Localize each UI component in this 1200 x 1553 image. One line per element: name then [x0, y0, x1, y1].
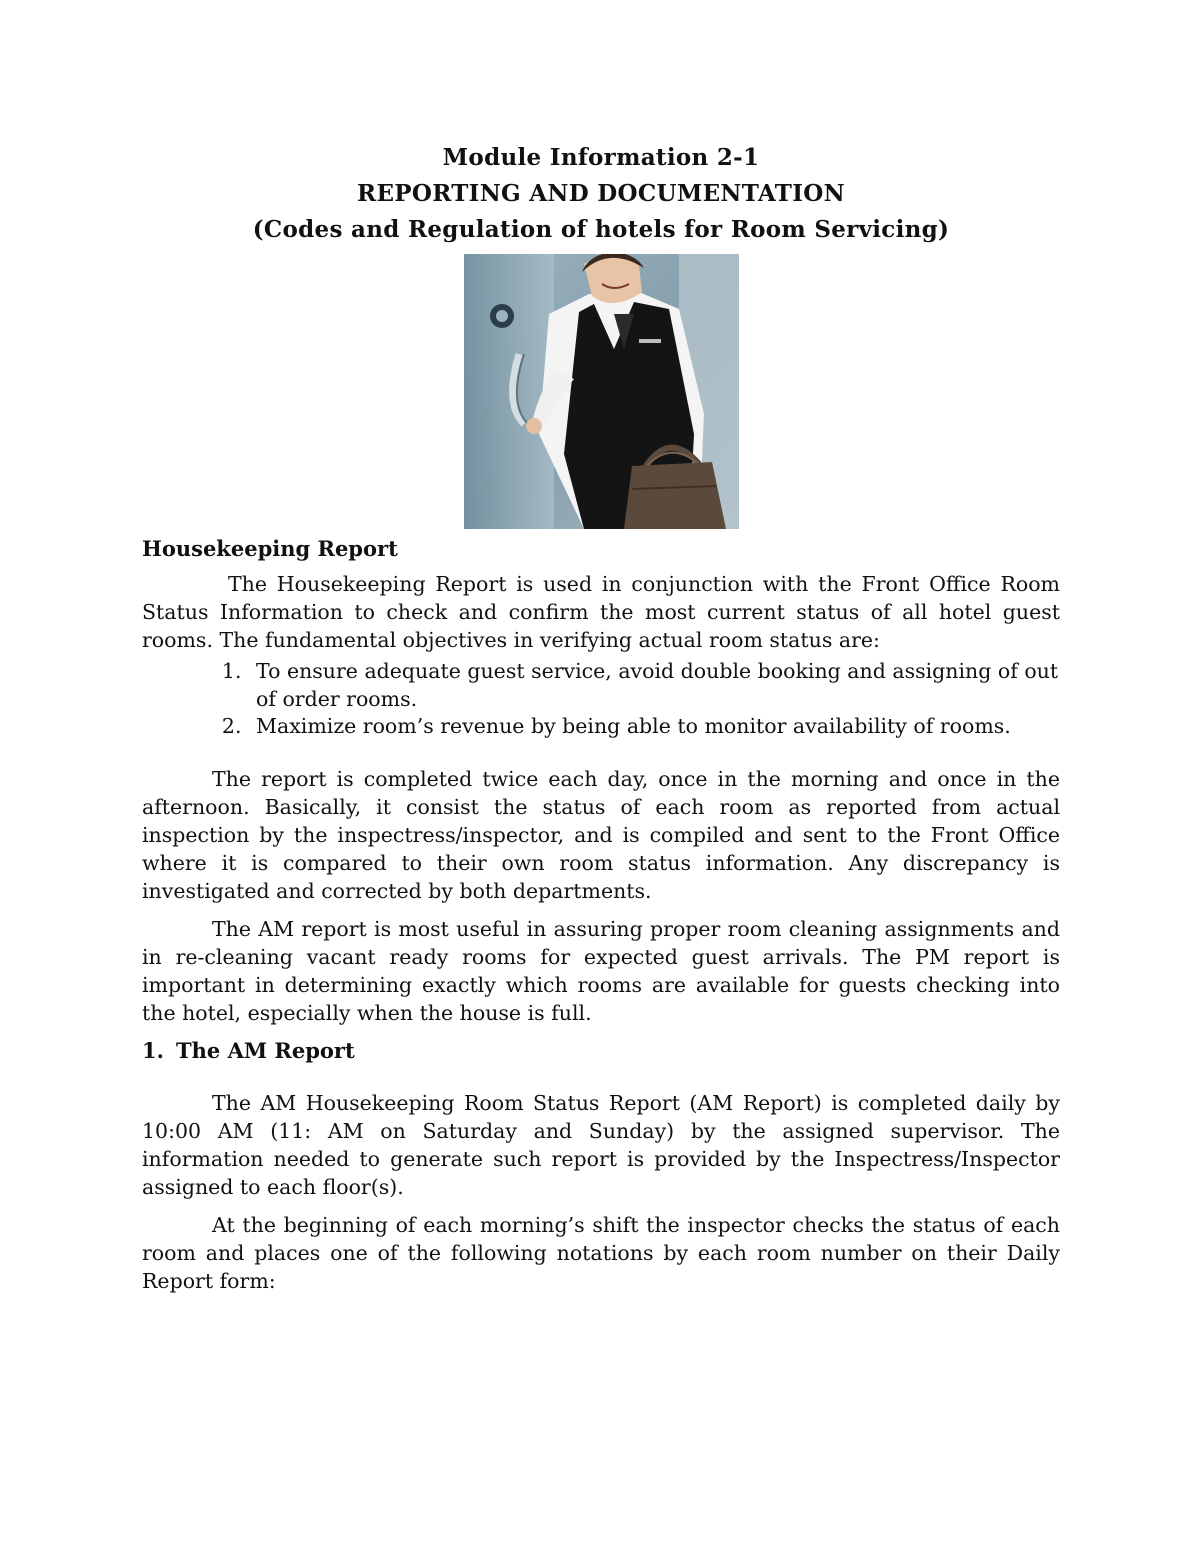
bellman-photo — [464, 254, 739, 529]
housekeeping-intro: The Housekeeping Report is used in conjunction with the Front Office Room Status Information to check and confirm the most current status of all hotel guest rooms. The fundamental objectives in verifying actual room status are: — [142, 572, 1060, 652]
am-report-heading — [142, 1037, 1060, 1065]
am-report-title: The AM Report — [176, 1037, 355, 1063]
paragraph-inspector-checks: At the beginning of each morning’s shift the inspector checks the status of each room and places one of the following notations by each room number on their Daily Report form: — [142, 1212, 1060, 1293]
document-page — [142, 140, 1060, 1295]
subtitle: (Codes and Regulation of hotels for Room Servicing) — [252, 216, 950, 243]
paragraph-report-schedule: The report is completed twice each day, once in the morning and once in the afternoon. Basically, it consist the status of each room as reported from actual inspection by the inspectress/inspector, and is compiled and sent to the Front Office where it is compared to their own room status information. Any discrepancy is investigated and corrected by both departments. — [142, 766, 1060, 903]
title-block — [142, 140, 1060, 248]
housekeeping-heading: Housekeeping Report — [142, 536, 398, 561]
list-item: 2. Maximize room’s revenue by being able to monitor availability of rooms. — [248, 713, 1060, 741]
module-title: Module Information 2-1 — [442, 144, 760, 171]
list-item: 1. To ensure adequate guest service, avoid double booking and assigning of out of order rooms. — [248, 658, 1060, 713]
objectives-list — [142, 658, 1060, 741]
section-title: REPORTING AND DOCUMENTATION — [357, 180, 845, 207]
am-report-number: 1. — [142, 1037, 164, 1063]
paragraph-am-report: The AM Housekeeping Room Status Report (AM Report) is completed daily by 10:00 AM (11: AM on Saturday and Sunday) by the assigned supervisor. The information needed to generate such report is provided by the Inspectress/Inspector assigned to each floor(s). — [142, 1090, 1060, 1199]
paragraph-am-pm-usage: The AM report is most useful in assuring proper room cleaning assignments and in re-cleaning vacant ready rooms for expected guest arrivals. The PM report is important in determining exactly which rooms are available for guests checking into the hotel, especially when the house is full. — [142, 916, 1060, 1025]
